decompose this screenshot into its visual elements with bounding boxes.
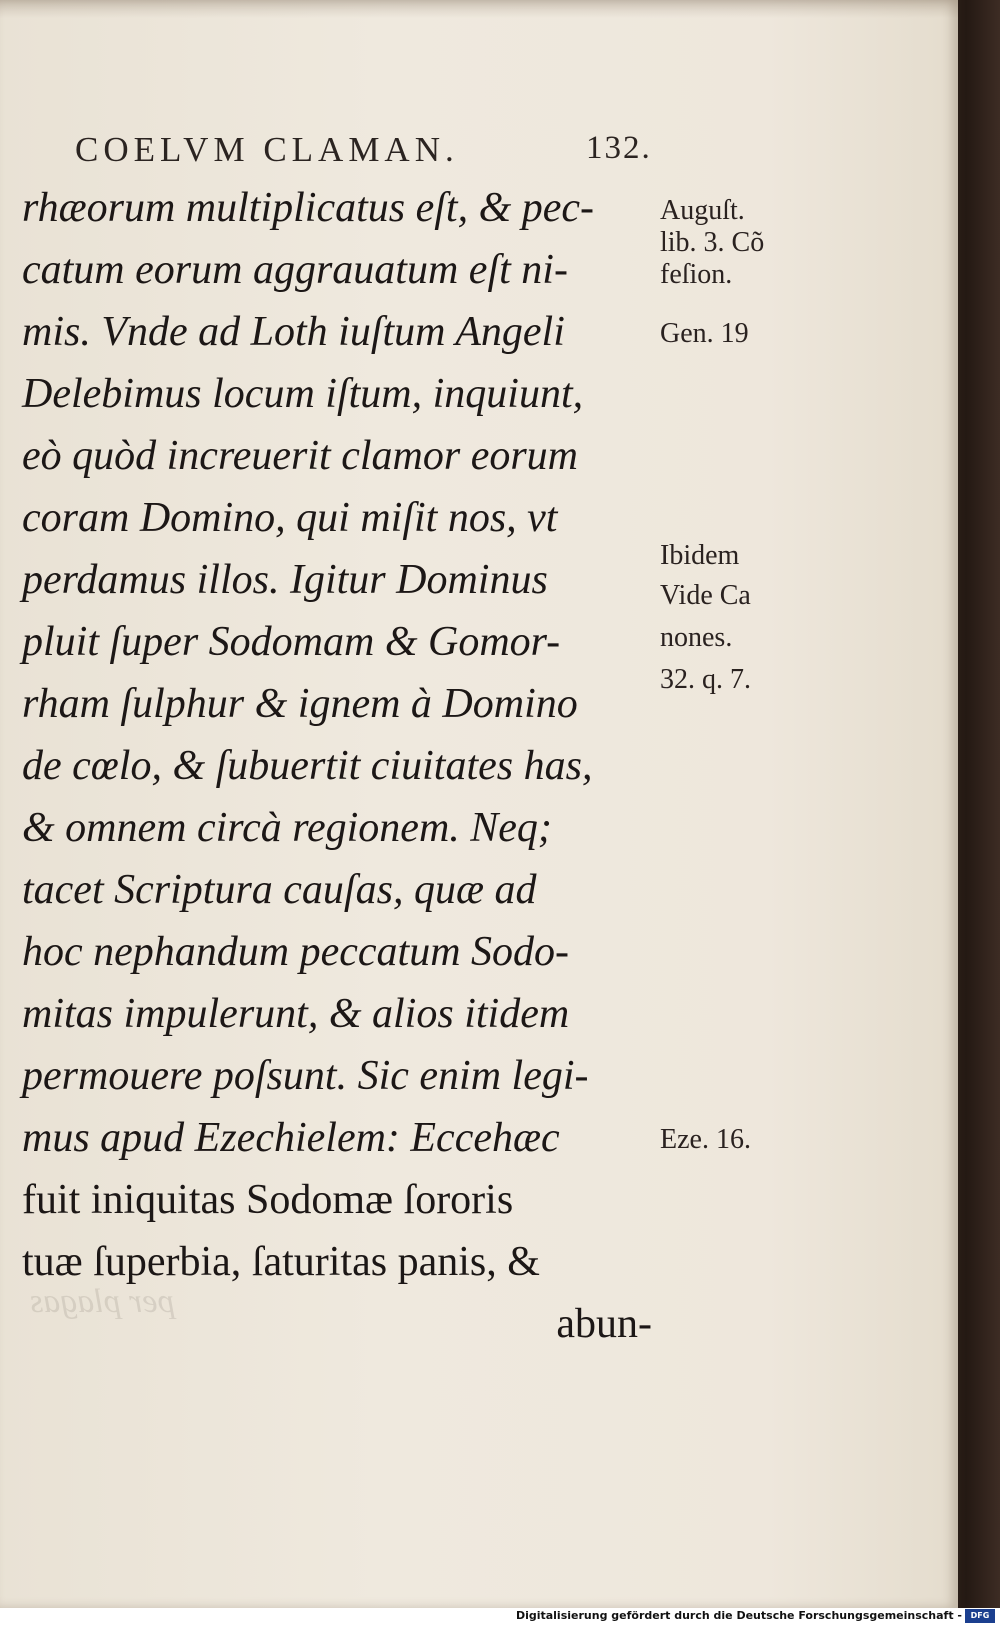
text-line: & omnem circà regionem. Neq; <box>22 805 552 851</box>
text-line: tuæ ſuperbia, ſaturitas panis, & <box>22 1239 540 1285</box>
text-line: rhæorum multiplicatus eſt, & pec- <box>22 185 595 231</box>
text-line: coram Domino, qui miſit nos, vt <box>22 495 558 541</box>
margin-note: Ibidem <box>660 540 740 571</box>
margin-note: feſion. <box>660 259 733 290</box>
margin-note: Gen. 19 <box>660 318 749 349</box>
margin-note: 32. q. 7. <box>660 664 751 695</box>
text-line: fuit iniquitas Sodomæ ſororis <box>22 1177 514 1223</box>
catchword: abun- <box>556 1301 652 1347</box>
text-line: de cœlo, & ſubuertit ciuitates has, <box>22 743 593 789</box>
margin-note: Vide Ca <box>660 580 751 611</box>
margin-note: lib. 3. Cõ <box>660 227 765 258</box>
page-number: 132. <box>586 130 652 166</box>
dfg-logo: DFG <box>965 1609 995 1623</box>
running-head: COELVM CLAMAN. <box>75 130 459 169</box>
text-line: perdamus illos. Igitur Dominus <box>22 557 548 603</box>
margin-note: Eze. 16. <box>660 1124 751 1155</box>
margin-note: nones. <box>660 622 733 653</box>
page-shadow <box>0 0 958 18</box>
text-line: eò quòd increuerit clamor eorum <box>22 433 579 479</box>
text-line: mis. Vnde ad Loth iuſtum Angeli <box>22 309 565 355</box>
text-line: rham ſulphur & ignem à Domino <box>22 681 578 727</box>
digitization-credit: Digitalisierung gefördert durch die Deutsche Forschungsgemeinschaft - <box>515 1609 962 1622</box>
text-line: permouere poſsunt. Sic enim legi- <box>22 1053 589 1099</box>
text-line: mus apud Ezechielem: Eccehæc <box>22 1115 560 1161</box>
text-line: hoc nephandum peccatum Sodo- <box>22 929 570 975</box>
text-line: tacet Scriptura cauſas, quæ ad <box>22 867 537 913</box>
text-line: catum eorum aggrauatum eſt ni- <box>22 247 568 293</box>
margin-note: Auguſt. <box>660 195 745 226</box>
bleed-through-text: per plagas <box>30 1283 175 1320</box>
text-line: pluit ſuper Sodomam & Gomor- <box>22 619 561 665</box>
text-line: Delebimus locum iſtum, inquiunt, <box>22 371 584 417</box>
text-line: mitas impulerunt, & alios itidem <box>22 991 570 1037</box>
